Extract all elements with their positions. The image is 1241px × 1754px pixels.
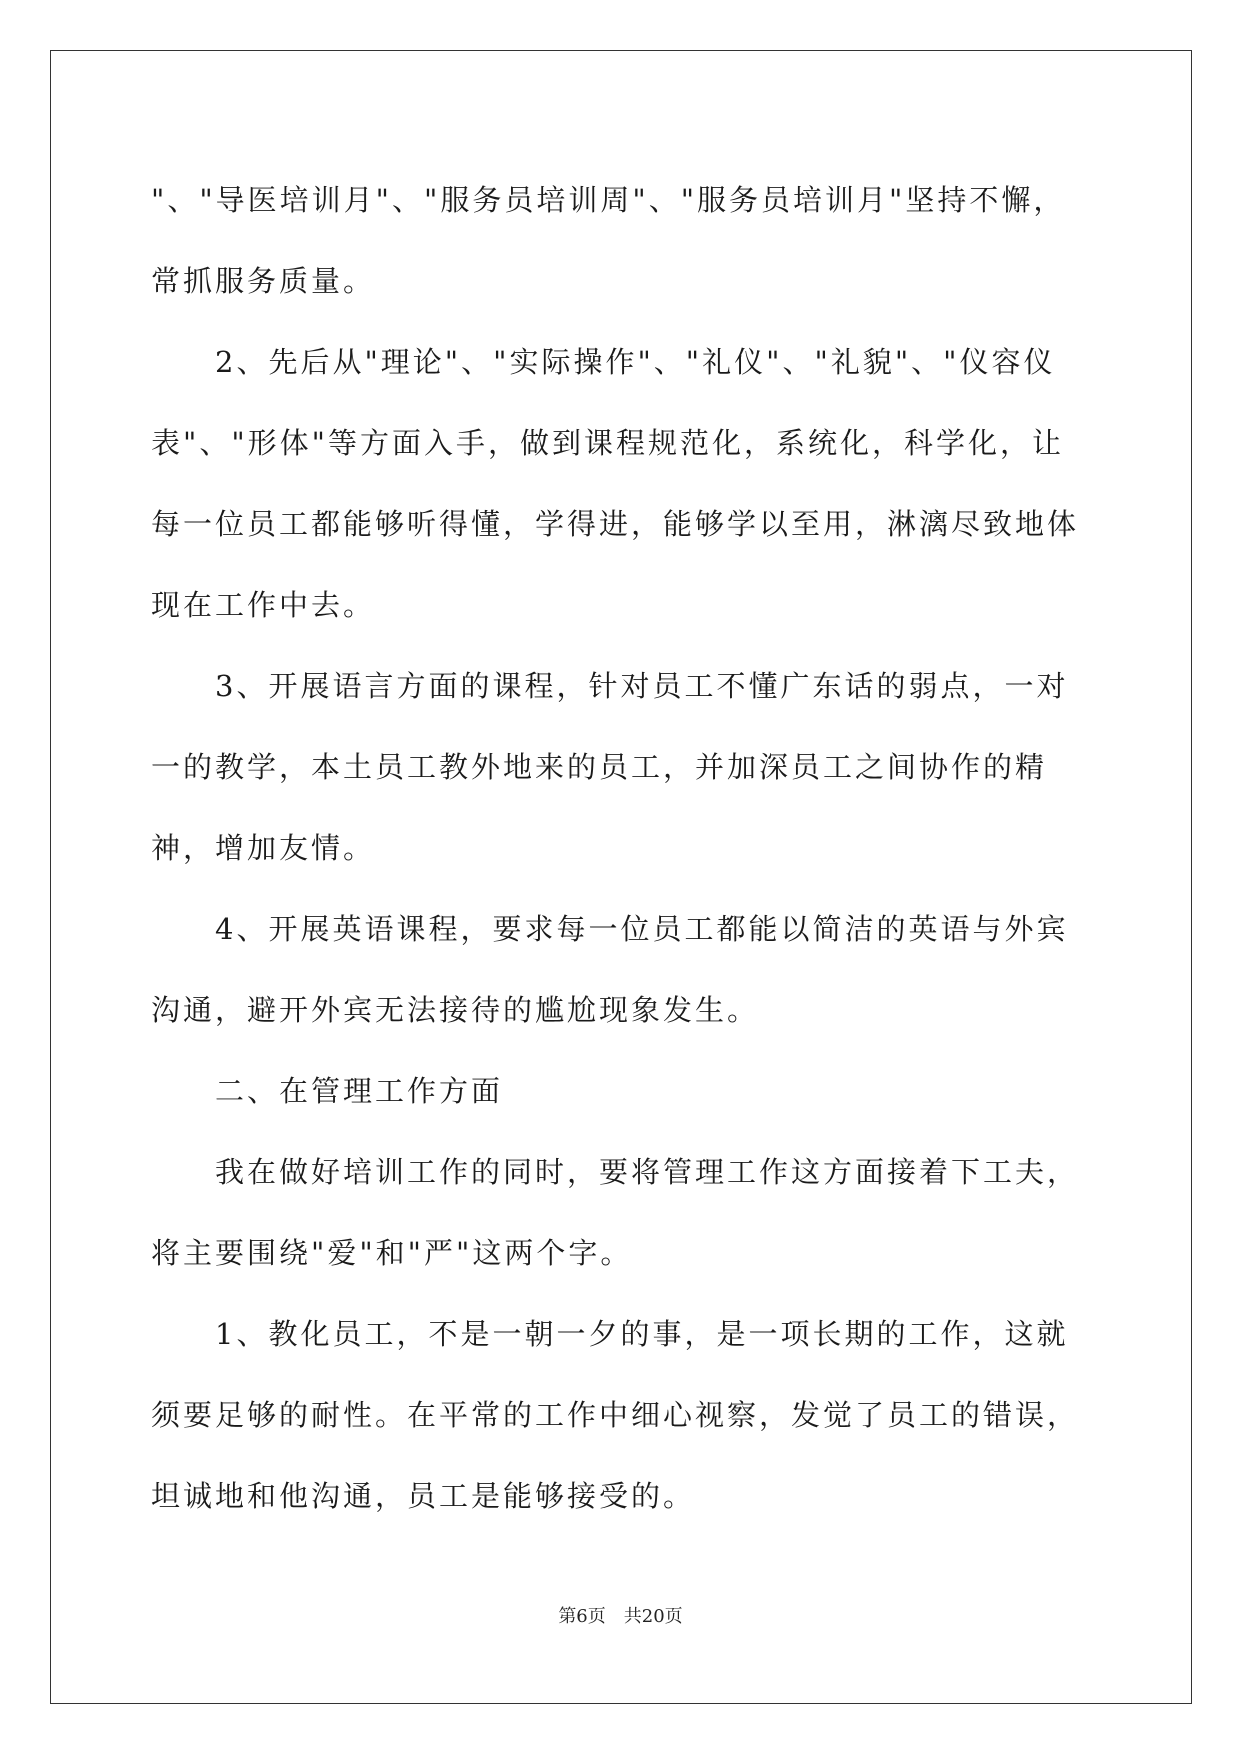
paragraph-2: 2、先后从"理论"、"实际操作"、"礼仪"、"礼貌"、"仪容仪表"、"形体"等方面入手，做到课程规范化，系统化，科学化，让每一位员工都能够听得懂，学得进，能够学以至用，淋漓尽致地体现在工作中去。: [151, 345, 1080, 622]
section-heading: 二、在管理工作方面: [215, 1074, 504, 1108]
paragraph-1: "、"导医培训月"、"服务员培训周"、"服务员培训月"坚持不懈，常抓服务质量。: [151, 183, 1066, 298]
paragraph-3: 3、开展语言方面的课程，针对员工不懂广东话的弱点，一对一的教学，本土员工教外地来的员工，并加深员工之间协作的精神，增加友情。: [151, 669, 1069, 865]
paragraph-4: 4、开展英语课程，要求每一位员工都能以简洁的英语与外宾沟通，避开外宾无法接待的尴尬现象发生。: [151, 912, 1069, 1027]
document-body: [151, 160, 1091, 1537]
paragraph-6: 我在做好培训工作的同时，要将管理工作这方面接着下工夫，将主要围绕"爱"和"严"这两个字。: [151, 1155, 1080, 1270]
page-number: 第6页 共20页: [558, 1606, 683, 1627]
paragraph-7: 1、教化员工，不是一朝一夕的事，是一项长期的工作，这就须要足够的耐性。在平常的工作中细心视察，发觉了员工的错误，坦诚地和他沟通，员工是能够接受的。: [151, 1317, 1080, 1513]
